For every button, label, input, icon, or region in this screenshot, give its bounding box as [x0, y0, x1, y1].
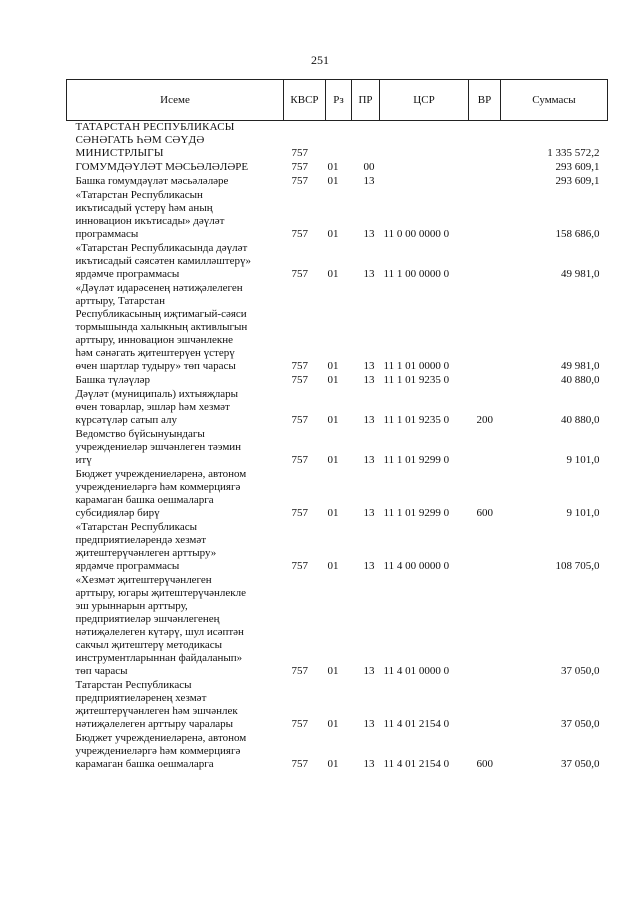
cell-pr — [352, 121, 380, 162]
cell-pr: 13 — [363, 374, 375, 386]
cell-name: «Татарстан Республикасы предприятиеләрендә хезмәт җитештерүчәнлеген арттыру» ярдәмче программасы — [75, 521, 217, 572]
header-sum: Суммасы — [501, 80, 608, 121]
cell-name: Башка гомумдәүләт мәсьәләләре — [75, 175, 229, 187]
cell-kvsr: 757 — [291, 175, 308, 187]
cell-kvsr: 757 — [291, 228, 308, 240]
cell-csr: 11 4 01 2154 0 — [383, 758, 450, 770]
cell-name: «Татарстан Республикасын икътисадый үстерү һәм аның инновацион икътисады» дәүләт программасы — [75, 189, 225, 240]
cell-vr: 600 — [476, 507, 493, 519]
cell-kvsr: 757 — [291, 268, 308, 280]
table-header-row — [67, 80, 608, 121]
header-pr: ПР — [352, 80, 380, 121]
cell-rz: 01 — [327, 360, 339, 372]
cell-vr — [469, 374, 501, 388]
cell-rz: 01 — [327, 161, 339, 173]
table-row — [67, 521, 608, 574]
cell-kvsr: 757 — [291, 147, 308, 159]
table-row — [67, 388, 608, 428]
cell-sum: 40 880,0 — [561, 414, 600, 426]
cell-kvsr: 757 — [291, 718, 308, 730]
table-row — [67, 468, 608, 521]
cell-sum: 293 609,1 — [555, 175, 600, 187]
cell-pr: 13 — [363, 758, 375, 770]
cell-name: Татарстан Республикасы предприятиеләренең хезмәт җитештерүчәнлеген һәм эшчәнлек нәтиҗәлелеген арттыру чаралары — [75, 679, 238, 730]
cell-sum: 1 335 572,2 — [547, 147, 600, 159]
table-row — [67, 679, 608, 732]
cell-rz: 01 — [327, 560, 339, 572]
cell-csr: 11 4 00 0000 0 — [383, 560, 450, 572]
cell-rz: 01 — [327, 268, 339, 280]
cell-sum: 49 981,0 — [561, 268, 600, 280]
cell-rz: 01 — [327, 665, 339, 677]
cell-rz: 01 — [327, 374, 339, 386]
cell-csr: 11 1 00 0000 0 — [383, 268, 450, 280]
cell-csr — [380, 121, 469, 162]
table-row — [67, 574, 608, 679]
cell-csr: 11 0 00 0000 0 — [383, 228, 450, 240]
cell-kvsr: 757 — [291, 161, 308, 173]
cell-pr: 13 — [363, 360, 375, 372]
cell-sum: 9 101,0 — [566, 454, 600, 466]
cell-vr — [469, 574, 501, 679]
cell-vr — [469, 175, 501, 189]
cell-kvsr: 757 — [291, 560, 308, 572]
cell-pr: 00 — [363, 161, 375, 173]
cell-csr: 11 4 01 2154 0 — [383, 718, 450, 730]
cell-vr — [469, 679, 501, 732]
cell-rz: 01 — [327, 507, 339, 519]
cell-pr: 13 — [363, 268, 375, 280]
cell-kvsr: 757 — [291, 507, 308, 519]
cell-pr: 13 — [363, 175, 375, 187]
cell-name: Дәүләт (муниципаль) ихтыяҗлары өчен товарлар, эшләр һәм хезмәт күрсәтүләр сатып алу — [75, 388, 239, 426]
cell-sum: 49 981,0 — [561, 360, 600, 372]
cell-pr: 13 — [363, 507, 375, 519]
table-row — [67, 161, 608, 175]
cell-csr: 11 4 01 0000 0 — [383, 665, 450, 677]
table-row — [67, 732, 608, 772]
cell-kvsr: 757 — [291, 360, 308, 372]
page-number: 251 — [311, 53, 329, 67]
cell-rz: 01 — [327, 454, 339, 466]
cell-vr: 600 — [476, 758, 493, 770]
cell-vr — [469, 121, 501, 162]
cell-kvsr: 757 — [291, 758, 308, 770]
cell-kvsr: 757 — [291, 454, 308, 466]
cell-pr: 13 — [363, 718, 375, 730]
cell-sum: 158 686,0 — [555, 228, 600, 240]
cell-vr: 200 — [476, 414, 493, 426]
cell-pr: 13 — [363, 228, 375, 240]
cell-pr: 13 — [363, 414, 375, 426]
cell-pr: 13 — [363, 560, 375, 572]
cell-name: Бюджет учреждениеләренә, автоном учреждениеләргә һәм коммерциягә карамаган башка оешмаларга — [75, 732, 247, 770]
cell-pr: 13 — [363, 454, 375, 466]
header-csr: ЦСР — [380, 80, 469, 121]
header-kvsr: КВСР — [284, 80, 326, 121]
cell-csr: 11 1 01 9299 0 — [383, 454, 450, 466]
cell-rz: 01 — [327, 175, 339, 187]
cell-name: «Хезмәт җитештерүчәнлеген арттыру, югары җитештерүчәнлекле эш урыннарын арттыру, предприятиеләр эшчәнлегенең нәтиҗәлелеген күтәрү, шул исәптән сакчыл җитештерү методикасы инструментларыннан файдаланып» төп чарасы — [75, 574, 246, 677]
budget-table — [66, 79, 608, 772]
cell-kvsr: 757 — [291, 374, 308, 386]
cell-name: ТАТАРСТАН РЕСПУБЛИКАСЫ СӘНӘГАТЬ ҺӘМ СӘҮДӘ МИНИСТРЛЫГЫ — [75, 121, 235, 159]
cell-vr — [469, 161, 501, 175]
cell-vr — [469, 521, 501, 574]
cell-sum: 37 050,0 — [561, 718, 600, 730]
cell-csr: 11 1 01 9235 0 — [383, 414, 450, 426]
cell-rz: 01 — [327, 414, 339, 426]
cell-pr: 13 — [363, 665, 375, 677]
table-row — [67, 428, 608, 468]
cell-rz — [326, 121, 352, 162]
table-row — [67, 242, 608, 282]
table-row — [67, 189, 608, 242]
table-row — [67, 121, 608, 162]
cell-vr — [469, 428, 501, 468]
cell-csr: 11 1 01 9299 0 — [383, 507, 450, 519]
cell-sum: 293 609,1 — [555, 161, 600, 173]
cell-name: Бюджет учреждениеләренә, автоном учреждениеләргә һәм коммерциягә карамаган башка оешмаларга субсидияләр бирү — [75, 468, 247, 519]
cell-vr — [469, 282, 501, 374]
cell-sum: 37 050,0 — [561, 665, 600, 677]
cell-csr: 11 1 01 9235 0 — [383, 374, 450, 386]
cell-name: «Дәүләт идарәсенең нәтиҗәлелеген арттыру, Татарстан Республикасының иҗтимагый-сәяси тормышында халыкның активлыгын арттыру, инновацион эшчәнлекне һәм сәнәгать җитештерүен үстерү өчен шартлар тудыру» төп чарасы — [75, 282, 248, 372]
cell-sum: 108 705,0 — [555, 560, 600, 572]
table-row — [67, 175, 608, 189]
table-row — [67, 374, 608, 388]
cell-name: ГОМУМДӘҮЛӘТ МӘСЬӘЛӘЛӘРЕ — [75, 161, 249, 173]
cell-sum: 9 101,0 — [566, 507, 600, 519]
header-rz: Рз — [326, 80, 352, 121]
table-row — [67, 282, 608, 374]
cell-csr — [380, 175, 469, 189]
cell-csr — [380, 161, 469, 175]
cell-name: «Татарстан Республикасында дәүләт икътисадый сәясәтен камилләштерү» ярдәмче программасы — [75, 242, 251, 280]
cell-rz: 01 — [327, 718, 339, 730]
cell-vr — [469, 242, 501, 282]
cell-kvsr: 757 — [291, 665, 308, 677]
header-name: Исеме — [67, 80, 284, 121]
cell-rz: 01 — [327, 758, 339, 770]
cell-vr — [469, 189, 501, 242]
cell-name: Ведомство бүйсынуындагы учреждениеләр эшчәнлеген тәэмин итү — [75, 428, 242, 466]
header-vr: ВР — [469, 80, 501, 121]
cell-rz: 01 — [327, 228, 339, 240]
cell-name: Башка түләүләр — [75, 374, 151, 386]
cell-sum: 40 880,0 — [561, 374, 600, 386]
cell-csr: 11 1 01 0000 0 — [383, 360, 450, 372]
cell-sum: 37 050,0 — [561, 758, 600, 770]
cell-kvsr: 757 — [291, 414, 308, 426]
